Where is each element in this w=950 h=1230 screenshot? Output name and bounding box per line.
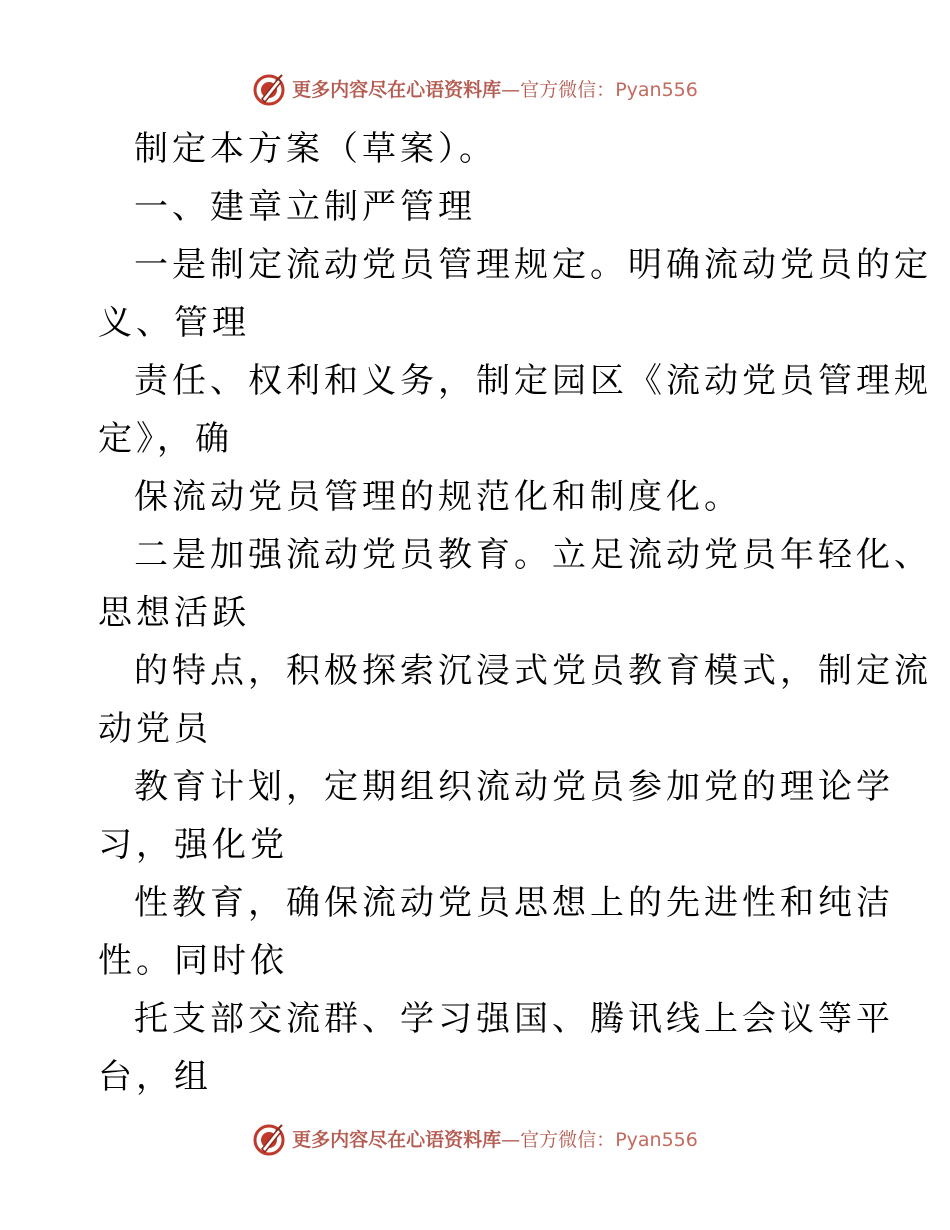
body-line: 台，组: [98, 1057, 212, 1097]
body-line: 二是加强流动党员教育。立足流动党员年轻化、: [134, 535, 932, 575]
body-line: 的特点，积极探索沉浸式党员教育模式，制定流: [134, 651, 932, 691]
banner-wechat-id: Pyan556: [615, 79, 698, 101]
banner-text: [292, 1128, 698, 1152]
body-line: 习，强化党: [98, 825, 288, 865]
banner-wechat-label: 官方微信：: [520, 1129, 616, 1151]
body-line: 一是制定流动党员管理规定。明确流动党员的定: [134, 245, 932, 285]
banner-text: [292, 78, 698, 102]
header-banner: [0, 70, 950, 110]
footer-banner: [0, 1120, 950, 1160]
banner-wechat-label: 官方微信：: [520, 79, 616, 101]
body-line: 教育计划，定期组织流动党员参加党的理论学: [134, 767, 894, 807]
banner-main-text: 更多内容尽在心语资料库: [292, 79, 502, 101]
document-body: [98, 120, 932, 1106]
body-line: 托支部交流群、学习强国、腾讯线上会议等平: [134, 999, 894, 1039]
body-line: 义、管理: [98, 303, 250, 343]
body-line: 动党员: [98, 709, 212, 749]
body-line: 性。同时依: [98, 941, 288, 981]
body-line: 责任、权利和义务，制定园区《流动党员管理规: [134, 361, 932, 401]
banner-main-text: 更多内容尽在心语资料库: [292, 1129, 502, 1151]
body-line: 性教育，确保流动党员思想上的先进性和纯洁: [134, 883, 894, 923]
body-line: 定》，确: [98, 419, 233, 459]
body-line: 保流动党员管理的规范化和制度化。: [134, 477, 742, 517]
banner-dash: —: [501, 79, 521, 101]
quill-seal-icon: [252, 1123, 286, 1157]
quill-seal-icon: [252, 73, 286, 107]
section-heading: 一、建章立制严管理: [134, 187, 476, 227]
body-line: 制定本方案（草案）。: [134, 129, 497, 169]
body-line: 思想活跃: [98, 593, 250, 633]
banner-dash: —: [501, 1129, 521, 1151]
banner-wechat-id: Pyan556: [615, 1129, 698, 1151]
